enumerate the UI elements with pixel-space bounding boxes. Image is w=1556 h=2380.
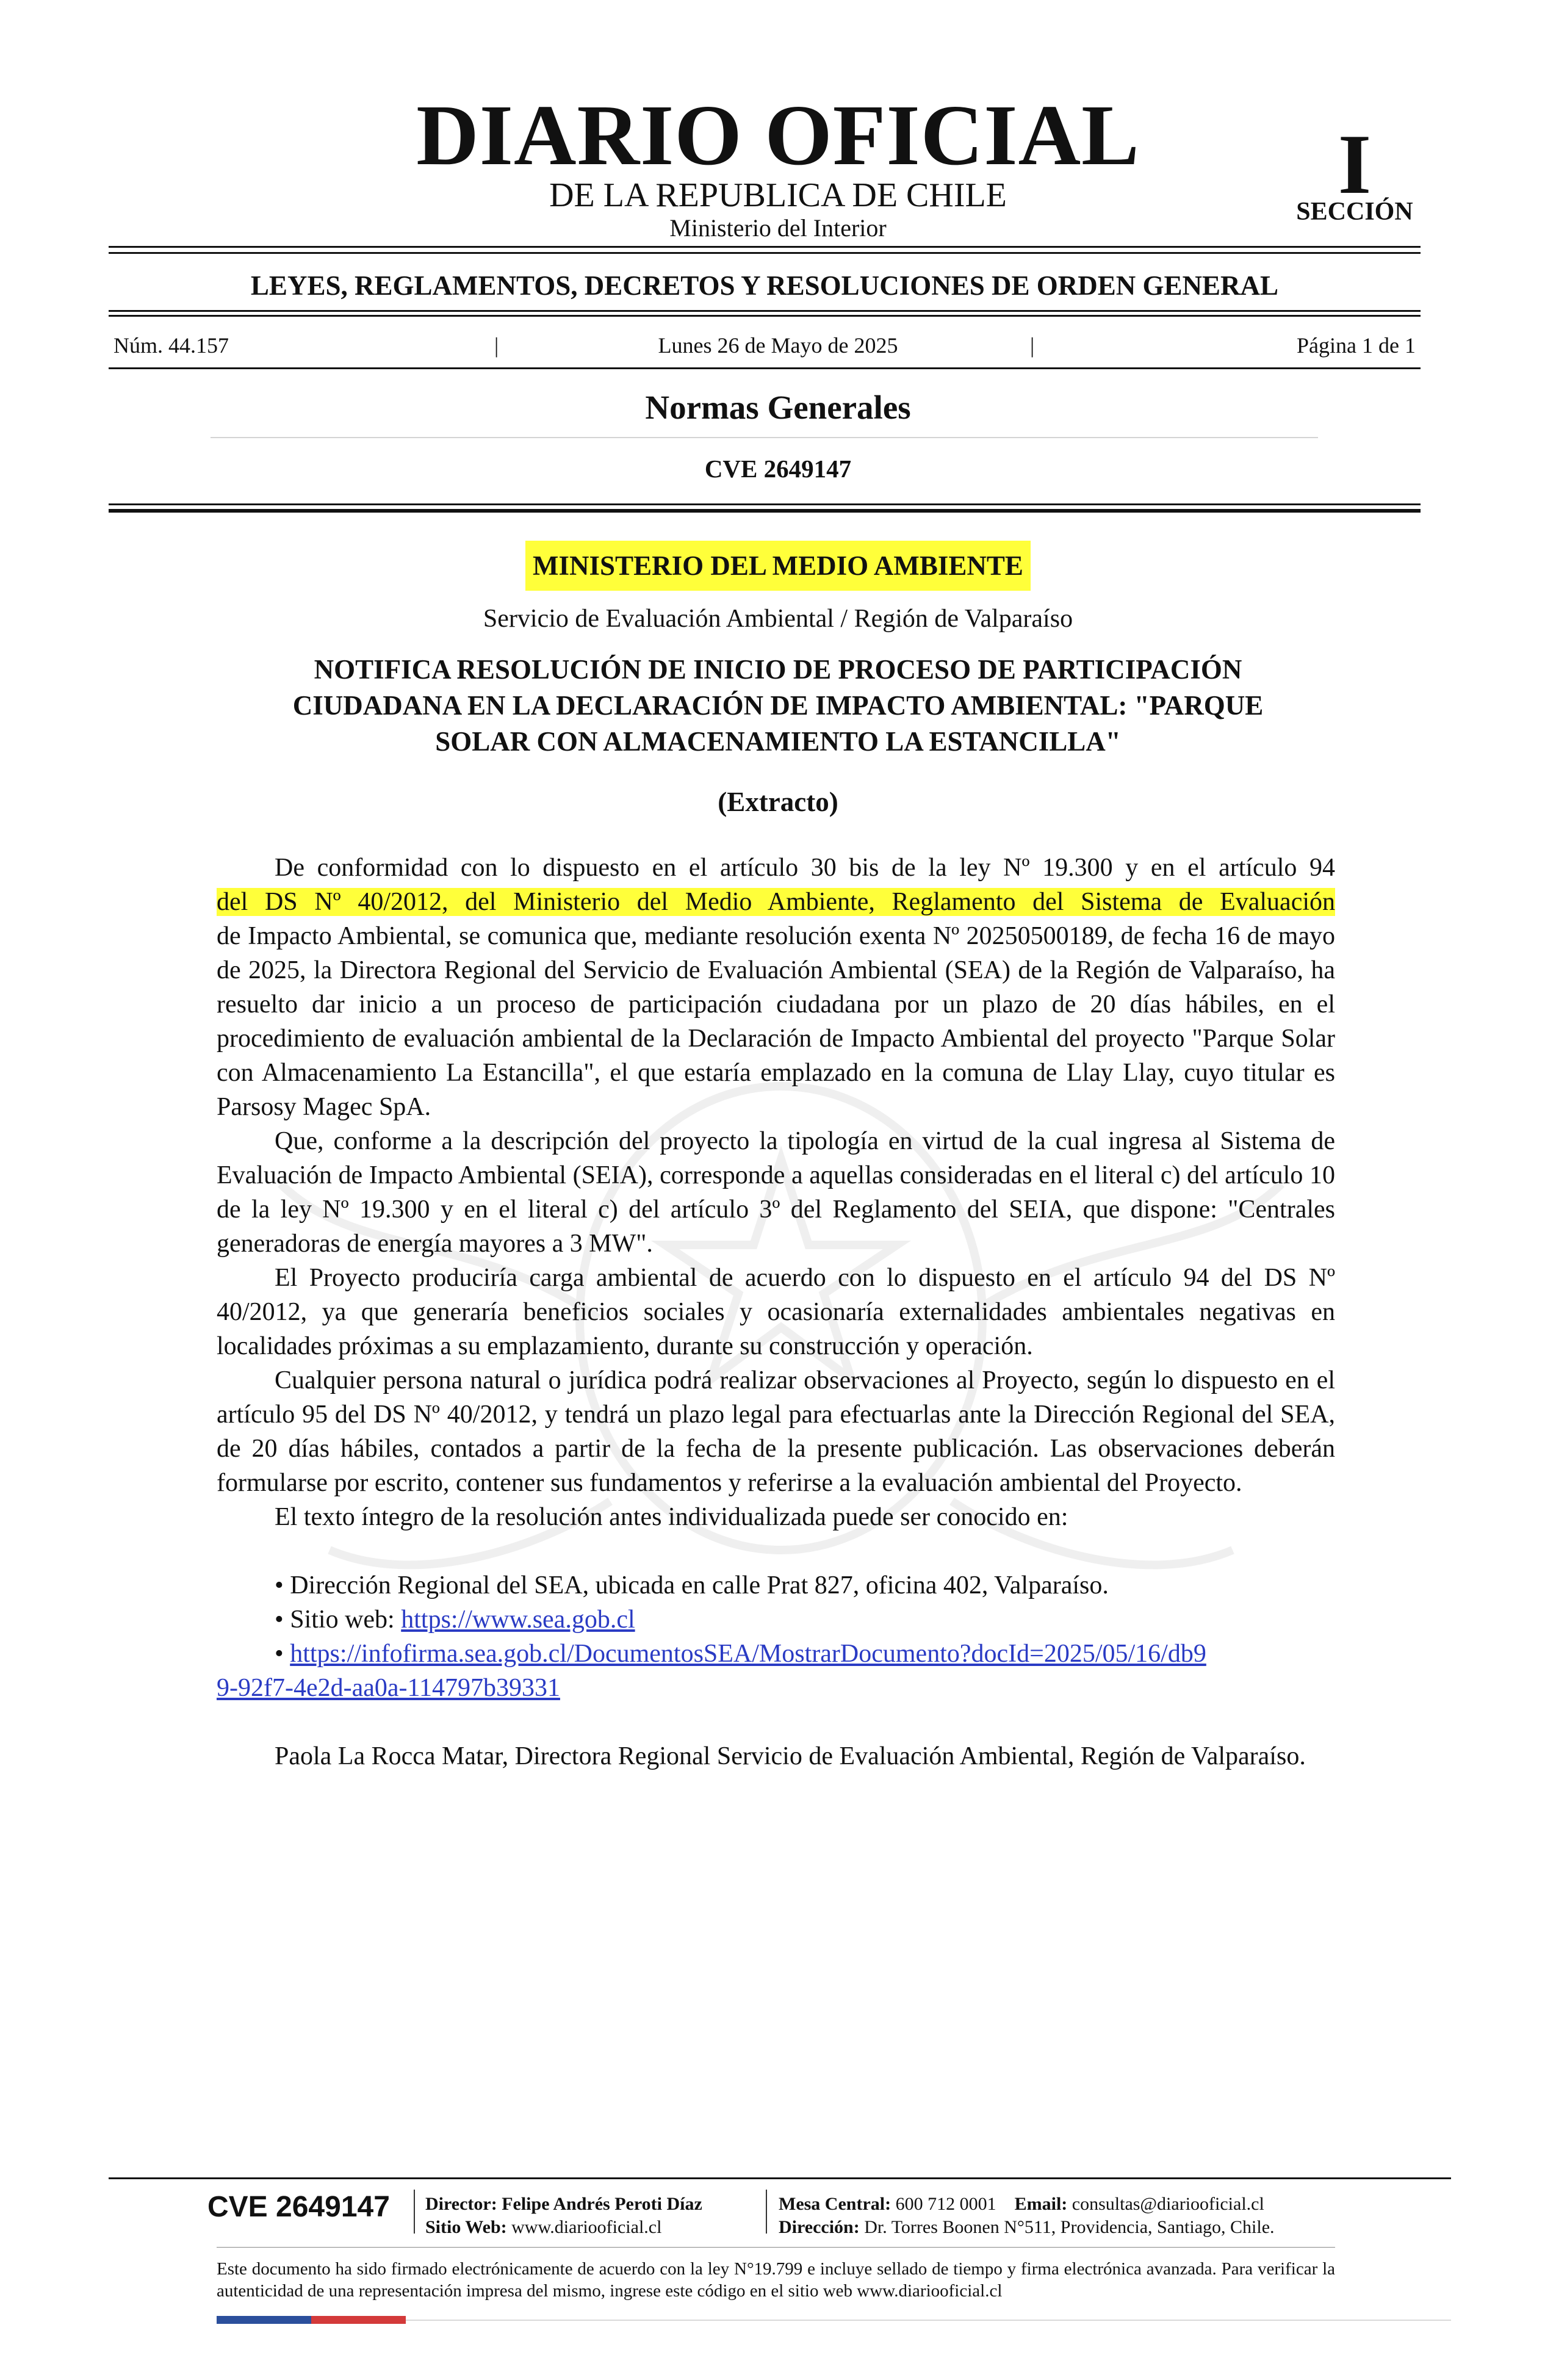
masthead-subtitle: DE LA REPUBLICA DE CHILE: [549, 176, 1007, 214]
heading-divider: [211, 437, 1318, 438]
site-url: www.diariooficial.cl: [511, 2217, 662, 2237]
paragraph-1-end: de Impacto Ambiental, se comunica que, mediante resolución exenta Nº 20250500189, de fecha 16 de mayo de 2025, la Directora Regional del Servicio de Evaluación Ambiental (SEA) de la Región de Valparaíso, ha resuelto dar inicio a un proceso de participación ciudadana por un plazo de 20 días hábiles, en el procedimiento de evaluación ambiental de la Declaración de Impacto Ambiental del proyecto "Parque Solar con Almacenamiento La Estancilla", el que estaría emplazado en la comuna de Llay Llay, cuyo titular es Parsosy Magec SpA.: [217, 922, 1335, 1121]
paragraph-1: [217, 851, 1335, 885]
masthead-title: DIARIO OFICIAL: [416, 87, 1140, 183]
list-item: [217, 1603, 1335, 1637]
section-numeral: I: [1338, 117, 1372, 212]
section-label: SECCIÓN: [1296, 198, 1413, 226]
paragraph-5: El texto íntegro de la resolución antes individualizada puede ser conocido en:: [275, 1503, 1068, 1531]
extracto-label: (Extracto): [718, 787, 838, 817]
email-label: Email:: [1014, 2194, 1068, 2214]
paragraph-1-highlight-line: [217, 885, 1335, 919]
masthead-ministry: Ministerio del Interior: [669, 214, 887, 242]
list-item-text: Dirección Regional del SEA, ubicada en calle Prat 827, oficina 402, Valparaíso.: [290, 1571, 1109, 1599]
masthead-rule-top: [109, 246, 1421, 248]
mesa-label: Mesa Central:: [779, 2194, 891, 2214]
list-item: [217, 1568, 1335, 1603]
footer-divider: [217, 2247, 1335, 2248]
footer-note: Este documento ha sido firmado electrónicamente de acuerdo con la ley N°19.799 e incluye sellado de tiempo y firma electrónica avanzada. Para verificar la autenticidad de una representación impresa del mismo, ingrese este código en el sitio web www.diariooficial.cl: [217, 2259, 1335, 2301]
band-title: LEYES, REGLAMENTOS, DECRETOS Y RESOLUCIONES DE ORDEN GENERAL: [250, 270, 1279, 301]
director-label: Director:: [425, 2194, 497, 2214]
mesa-phone: 600 712 0001: [895, 2194, 996, 2214]
service-line: Servicio de Evaluación Ambiental / Región de Valparaíso: [483, 605, 1073, 633]
masthead-rule-bottom: [109, 252, 1421, 254]
issue-date: Lunes 26 de Mayo de 2025: [658, 333, 898, 358]
list-item-label: Sitio web:: [290, 1606, 395, 1634]
notice-title: [217, 652, 1339, 760]
footer-cve: CVE 2649147: [207, 2191, 390, 2223]
flag-stripe-blue: [217, 2316, 311, 2324]
site-label: Sitio Web:: [425, 2217, 507, 2237]
paragraph-2: Que, conforme a la descripción del proyecto la tipología en virtud de la cual ingresa al Sistema de Evaluación de Impacto Ambiental (SEIA), corresponde a aquellas consideradas en el literal c) del artículo 10 de la ley Nº 19.300 y en el literal c) del artículo 3º del Reglamento del SEIA, que dispone: "Centrales generadoras de energía mayores a 3 MW".: [217, 1127, 1335, 1258]
section-heading: Normas Generales: [645, 389, 911, 426]
footer-director-column: [425, 2193, 702, 2239]
list-item-continuation: [217, 1671, 1335, 1705]
cve-code: CVE 2649147: [704, 455, 852, 483]
sea-website-link[interactable]: https://www.sea.gob.cl: [401, 1606, 635, 1634]
info-separator: |: [494, 333, 499, 358]
footer-separator: [414, 2190, 415, 2234]
flag-stripe-red: [311, 2316, 406, 2324]
signature: Paola La Rocca Matar, Directora Regional Servicio de Evaluación Ambiental, Región de Valparaíso.: [275, 1742, 1306, 1770]
footer-separator: [766, 2190, 767, 2234]
email-address: consultas@diariooficial.cl: [1072, 2194, 1264, 2214]
notice-title-line: CIUDADANA EN LA DECLARACIÓN DE IMPACTO AMBIENTAL: "PARQUE: [292, 690, 1264, 721]
address: Dr. Torres Boonen N°511, Providencia, Santiago, Chile.: [864, 2217, 1275, 2237]
band-rule-top: [109, 310, 1421, 312]
document-link-continuation[interactable]: 9-92f7-4e2d-aa0a-114797b39331: [217, 1674, 560, 1702]
paragraph-3: El Proyecto produciría carga ambiental de acuerdo con lo dispuesto en el artículo 94 del DS Nº 40/2012, ya que generaría beneficios sociales y ocasionaría externalidades ambientales negativas en localidades próximas a su emplazamiento, durante su construcción y operación.: [217, 1264, 1335, 1360]
paragraph-4: Cualquier persona natural o jurídica podrá realizar observaciones al Proyecto, según lo dispuesto en el artículo 95 del DS Nº 40/2012, y tendrá un plazo legal para efectuarlas ante la Dirección Regional del SEA, de 20 días hábiles, contados a partir de la fecha de la presente publicación. Las observaciones deberán formularse por escrito, contener sus fundamentos y referirse a la evaluación ambiental del Proyecto.: [217, 1366, 1335, 1497]
ministry-highlight: MINISTERIO DEL MEDIO AMBIENTE: [525, 541, 1031, 591]
infobar-rule: [109, 367, 1421, 369]
address-label: Dirección:: [779, 2217, 860, 2237]
bullet-icon: •: [275, 1640, 284, 1668]
page-indicator: Página 1 de 1: [1297, 333, 1416, 358]
paragraph-1-rest: [217, 919, 1335, 1124]
cve-rule-top: [109, 503, 1421, 505]
band-rule-bottom: [109, 315, 1421, 317]
ministry-heading: [0, 552, 1556, 580]
info-separator: |: [1030, 333, 1035, 358]
notice-title-line: NOTIFICA RESOLUCIÓN DE INICIO DE PROCESO DE PARTICIPACIÓN: [314, 654, 1242, 685]
notice-title-line: SOLAR CON ALMACENAMIENTO LA ESTANCILLA": [435, 726, 1121, 757]
paragraph-1-start: De conformidad con lo dispuesto en el artículo 30 bis de la ley Nº 19.300 y en el artículo 94: [275, 854, 1335, 882]
bullet-icon: •: [275, 1606, 284, 1634]
flag-stripe-line: [406, 2320, 1451, 2321]
bullet-icon: •: [275, 1571, 284, 1599]
highlighted-text: del DS Nº 40/2012, del Ministerio del Medio Ambiente, Reglamento del Sistema de Evaluación: [217, 888, 1335, 916]
document-link[interactable]: https://infofirma.sea.gob.cl/DocumentosSEA/MostrarDocumento?docId=2025/05/16/db9: [290, 1640, 1206, 1668]
list-item: [217, 1637, 1335, 1671]
notice-body: [217, 851, 1335, 1773]
footer-contact-column: [779, 2193, 1275, 2239]
director-name: Felipe Andrés Peroti Díaz: [502, 2194, 702, 2214]
cve-rule-bottom: [109, 509, 1421, 513]
footer-rule: [109, 2177, 1451, 2179]
issue-number: Núm. 44.157: [113, 333, 229, 358]
